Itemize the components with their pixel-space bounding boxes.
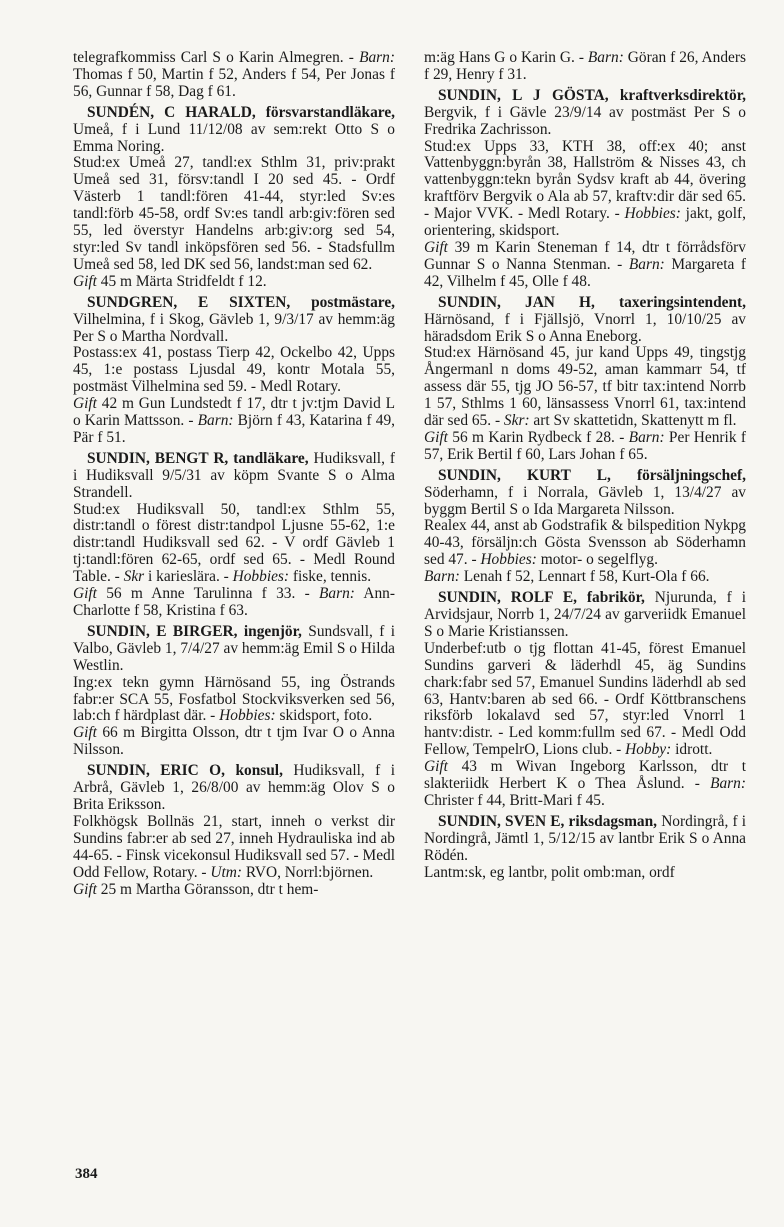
entry-intro: Vilhelmina, f i Skog, Gävleb 1, 9/3/17 av hemm:äg Per S o Martha Nordvall. (73, 310, 395, 345)
barn-label: Barn: (628, 428, 665, 446)
entry-sundin-rolf (424, 590, 746, 810)
skr-label: Skr: (503, 412, 530, 430)
entry-title: fabrikör, (576, 589, 645, 607)
gift-text: 42 m Gun Lundstedt f 17, dtr t jv:tjm David L o Karin Mattsson. - (73, 395, 395, 430)
barn-label: Barn: (710, 775, 746, 793)
barn-label: Barn: (319, 585, 355, 603)
entry-title: tandläkare, (228, 449, 309, 467)
continued-entry (424, 50, 746, 84)
entry-title: kraftverksdirektör, (608, 86, 746, 104)
entry-sundin-bengt (73, 451, 395, 620)
utm-label: Utm: (210, 863, 242, 881)
entry-intro: Söderhamn, f i Norrala, Gävleb 1, 13/4/27 av byggm Bertil S o Ida Margareta Nilsson. (424, 483, 746, 518)
gift-label: Gift (424, 428, 448, 446)
entry-sundin-jan (424, 295, 746, 464)
utm-text: RVO, Norrl:björnen. (242, 863, 374, 881)
entry-title: ingenjör, (237, 622, 302, 640)
entry-text: m:äg Hans G o Karin G. - (424, 49, 588, 66)
entry-intro: Nordingrå, f i Nordingrå, Jämtl 1, 5/12/15 av lantbr Erik S o Anna Rödén. (424, 812, 747, 864)
gift-label: Gift (424, 758, 448, 776)
gift-label: Gift (73, 395, 97, 413)
entry-career: Stud:ex Härnösand 45, jur kand Upps 49, tingstjg Ångermanl n doms 49-52, aman kammarr 54, tf assess där 55, tjg JO 56-57, tf bitr tax:intend Norrb 1 57, Sthlms 1 60, länsassess Vnorrl 61, tax:intend där sed 65. - (424, 344, 746, 430)
entry-sundin-gosta (424, 88, 746, 291)
gift-text: 56 m Anne Tarulinna f 33. - (96, 585, 320, 603)
entry-career: Postass:ex 41, postass Tierp 42, Ockelbo 42, Upps 45, 1:e postass Ljusdal 49, kontr Motala 55, postmäst Vilhelmina sed 59. - Medl Rotary. (73, 344, 395, 396)
entry-intro: Härnösand, f i Fjällsjö, Vnorrl 1, 10/10/25 av häradsdom Erik S o Anna Eneborg. (424, 310, 746, 345)
barn-text: Lenah f 52, Lennart f 58, Kurt-Ola f 66. (459, 568, 710, 586)
entry-career: Folkhögsk Bollnäs 21, start, inneh o verkst dir Sundins fabr:er ab sed 27, inneh Hydrauliska ind ab 44-65. - Finsk vicekonsul Hudiksvall sed 57. - Medl Odd Fellow, Rotary. - (73, 812, 395, 881)
entry-career: Realex 44, anst ab Godstrafik & bilspedition Nykpg 40-43, försäljn:ch Gösta Svensson ab Söderhamn sed 47. - (424, 517, 746, 569)
entry-sundin-eric (73, 763, 395, 898)
entry-name: SUNDIN, L J GÖSTA, (438, 86, 609, 104)
gift-label: Gift (424, 238, 448, 256)
entry-career: Ing:ex tekn gymn Härnösand 55, ing Östrands fabr:er SCA 55, Fosfatbol Stockviksverken sed 56, lab:ch f härdplast där. - (73, 673, 395, 725)
entry-intro: Njurunda, f i Arvidsjaur, Norrb 1, 24/7/24 av garveriidk Emanuel S o Marie Kristianssen. (424, 589, 746, 640)
entry-title: försvarstandläkare, (255, 103, 395, 121)
page-number: 384 (75, 1166, 98, 1182)
entry-name: SUNDÉN, C HARALD, (87, 103, 256, 121)
entry-title: taxeringsintendent, (594, 293, 747, 311)
hobbies-text: skidsport, foto. (275, 707, 373, 725)
gift-text: 43 m Wivan Ingeborg Karlsson, dtr t slakteriidk Herbert K o Thea Åslund. - (424, 758, 746, 793)
barn-label: Barn: (628, 255, 665, 273)
entry-text: Göran f 26, Anders f 29, Henry f 31. (424, 49, 746, 83)
entry-career: Lantm:sk, eg lantbr, polit omb:man, ordf (424, 863, 675, 881)
barn-text: Ann-Charlotte f 58, Kristina f 63. (73, 585, 395, 619)
entry-sundin-birger (73, 624, 395, 759)
entry-text: Thomas f 50, Martin f 52, Anders f 54, Per Jonas f 56, Gunnar f 58, Dag f 61. (73, 65, 395, 100)
entry-title: konsul, (225, 762, 283, 780)
gift-text: 66 m Birgitta Olsson, dtr t tjm Ivar O o Anna Nilsson. (73, 724, 395, 759)
entry-text: telegrafkommiss Carl S o Karin Almegren. - (73, 49, 360, 66)
barn-label: Barn: (424, 568, 460, 586)
barn-text: Margareta f 42, Vilhelm f 45, Olle f 48. (424, 255, 747, 290)
hobby-text: idrott. (671, 741, 713, 759)
entry-name: SUNDIN, KURT L, (438, 466, 611, 484)
hobbies-label: Hobbies: (624, 205, 681, 223)
hobbies-text: jakt, golf, orientering, skidsport. (424, 205, 746, 240)
entry-intro: Bergvik, f i Gävle 23/9/14 av postmäst Per S o Fredrika Zachrisson. (424, 103, 746, 138)
entry-sundin-kurt (424, 468, 746, 586)
barn-text: Christer f 44, Britt-Mari f 45. (424, 791, 605, 809)
hobbies-text: motor- o segelflyg. (536, 551, 658, 569)
entry-sundgren-sixten (73, 295, 395, 447)
entry-title: riksdagsman, (564, 812, 658, 830)
skr-text: i kariеslära. - (144, 568, 233, 586)
entry-intro: Hudiksvall, f i Arbrå, Gävleb 1, 26/8/00 av hemm:äg Olov S o Brita Eriksson. (73, 762, 396, 813)
hobbies-label: Hobbies: (219, 707, 276, 725)
gift-text: 25 m Martha Göransson, dtr t hem- (96, 880, 319, 898)
continued-entry (73, 50, 395, 101)
entry-sunden-harald (73, 105, 395, 291)
entry-intro: Hudiksvall, f i Hudiksvall 9/5/31 av köpm Svante S o Alma Strandell. (73, 449, 395, 501)
entry-name: SUNDIN, BENGT R, (87, 449, 229, 467)
entry-career: Stud:ex Umeå 27, tandl:ex Sthlm 31, priv:prakt Umeå sed 31, försv:tandl I 20 sed 45. - Ordf Västerb 1 tandl:fören 41-44, styr:led Sv:es tandl:förb 45-58, ordf Sv:es tandl arb:giv:fören sed 55, led överstyr Handelns arb:giv:org sed 54, styr:led Sv tandl inköpsfören sed 56. - Stadsfullm Umeå sed 58, led DK sed 56, landst:man sed 62. (73, 154, 395, 273)
entry-sundin-sven (424, 814, 746, 882)
barn-label: Barn: (197, 412, 234, 430)
entry-intro: Sundsvall, f i Valbo, Gävleb 1, 7/4/27 av hemm:äg Emil S o Hilda Westlin. (73, 622, 395, 674)
entry-career: Underbef:utb o tjg flottan 41-45, förest Emanuel Sundins garveri & läderhdl 45, äg Sundins chark:fabr sed 57, Emanuel Sundins läderhdl ab sed 63, Hantv:baren ab sed 66. - Ordf Köttbranschens riksförb lokalavd sed 57, styr:led Vnorrl 1 hantv:distr. - Led komm:fullm sed 67. - Medl Odd Fellow, TempelrO, Lions club. - (424, 639, 746, 759)
entry-name: SUNDIN, E BIRGER, (87, 622, 238, 640)
gift-label: Gift (73, 272, 97, 290)
gift-text: 56 m Karin Rydbeck f 28. - (447, 428, 629, 446)
barn-label: Barn: (359, 49, 395, 66)
hobbies-text: fiske, tennis. (289, 568, 372, 586)
entry-title: postmästare, (290, 293, 395, 311)
entry-intro: Umeå, f i Lund 11/12/08 av sem:rekt Otto S o Emma Noring. (73, 120, 395, 155)
right-column (424, 50, 746, 886)
entry-name: SUNDIN, ERIC O, (87, 762, 226, 780)
hobbies-label: Hobbies: (232, 568, 290, 586)
entry-name: SUNDGREN, E SIXTEN, (87, 293, 291, 311)
barn-label: Barn: (587, 49, 624, 66)
entry-title: försäljningschef, (610, 466, 746, 484)
gift-text: 39 m Karin Steneman f 14, dtr t förrådsförv Gunnar S o Nanna Stenman. - (424, 238, 746, 273)
skr-label: Skr (123, 568, 145, 586)
gift-text: 45 m Märta Stridfeldt f 12. (96, 272, 267, 290)
barn-text: Per Henrik f 57, Erik Bertil f 60, Lars Johan f 65. (424, 428, 746, 463)
barn-text: Björn f 43, Katarina f 49, Pär f 51. (73, 412, 395, 446)
entry-name: SUNDIN, JAN H, (438, 293, 595, 311)
entry-career: Stud:ex Upps 33, KTH 38, off:ex 40; anst Vattenbyggn:byrån 38, Hallström & Nisses 43, ch vattenbyggn:tekn byrån Sydsv kraft ab 44, övering kraftförv Bergvik o Ala ab 57, kraftv:dir där sed 65. - Major VVK. - Medl Rotary. - (424, 137, 746, 223)
hobby-label: Hobby: (625, 741, 672, 759)
left-column (73, 50, 395, 902)
entry-name: SUNDIN, SVEN E, (438, 812, 565, 830)
hobbies-label: Hobbies: (480, 551, 537, 569)
gift-label: Gift (73, 880, 97, 898)
skr-text: art Sv skattetidn, Skattenytt m fl. (529, 412, 737, 430)
gift-label: Gift (73, 724, 97, 742)
entry-name: SUNDIN, ROLF E, (438, 589, 577, 607)
gift-label: Gift (73, 585, 97, 603)
entry-career: Stud:ex Hudiksvall 50, tandl:ex Sthlm 55, distr:tandl o förest distr:tandpol Ljusne 55-62, 1:e distr:tandl Hudiksvall sed 62. - V ordf Gävleb 1 tj:tandl:fören 62-65, ordf sed 65. - Medl Round Table. - (73, 500, 395, 586)
